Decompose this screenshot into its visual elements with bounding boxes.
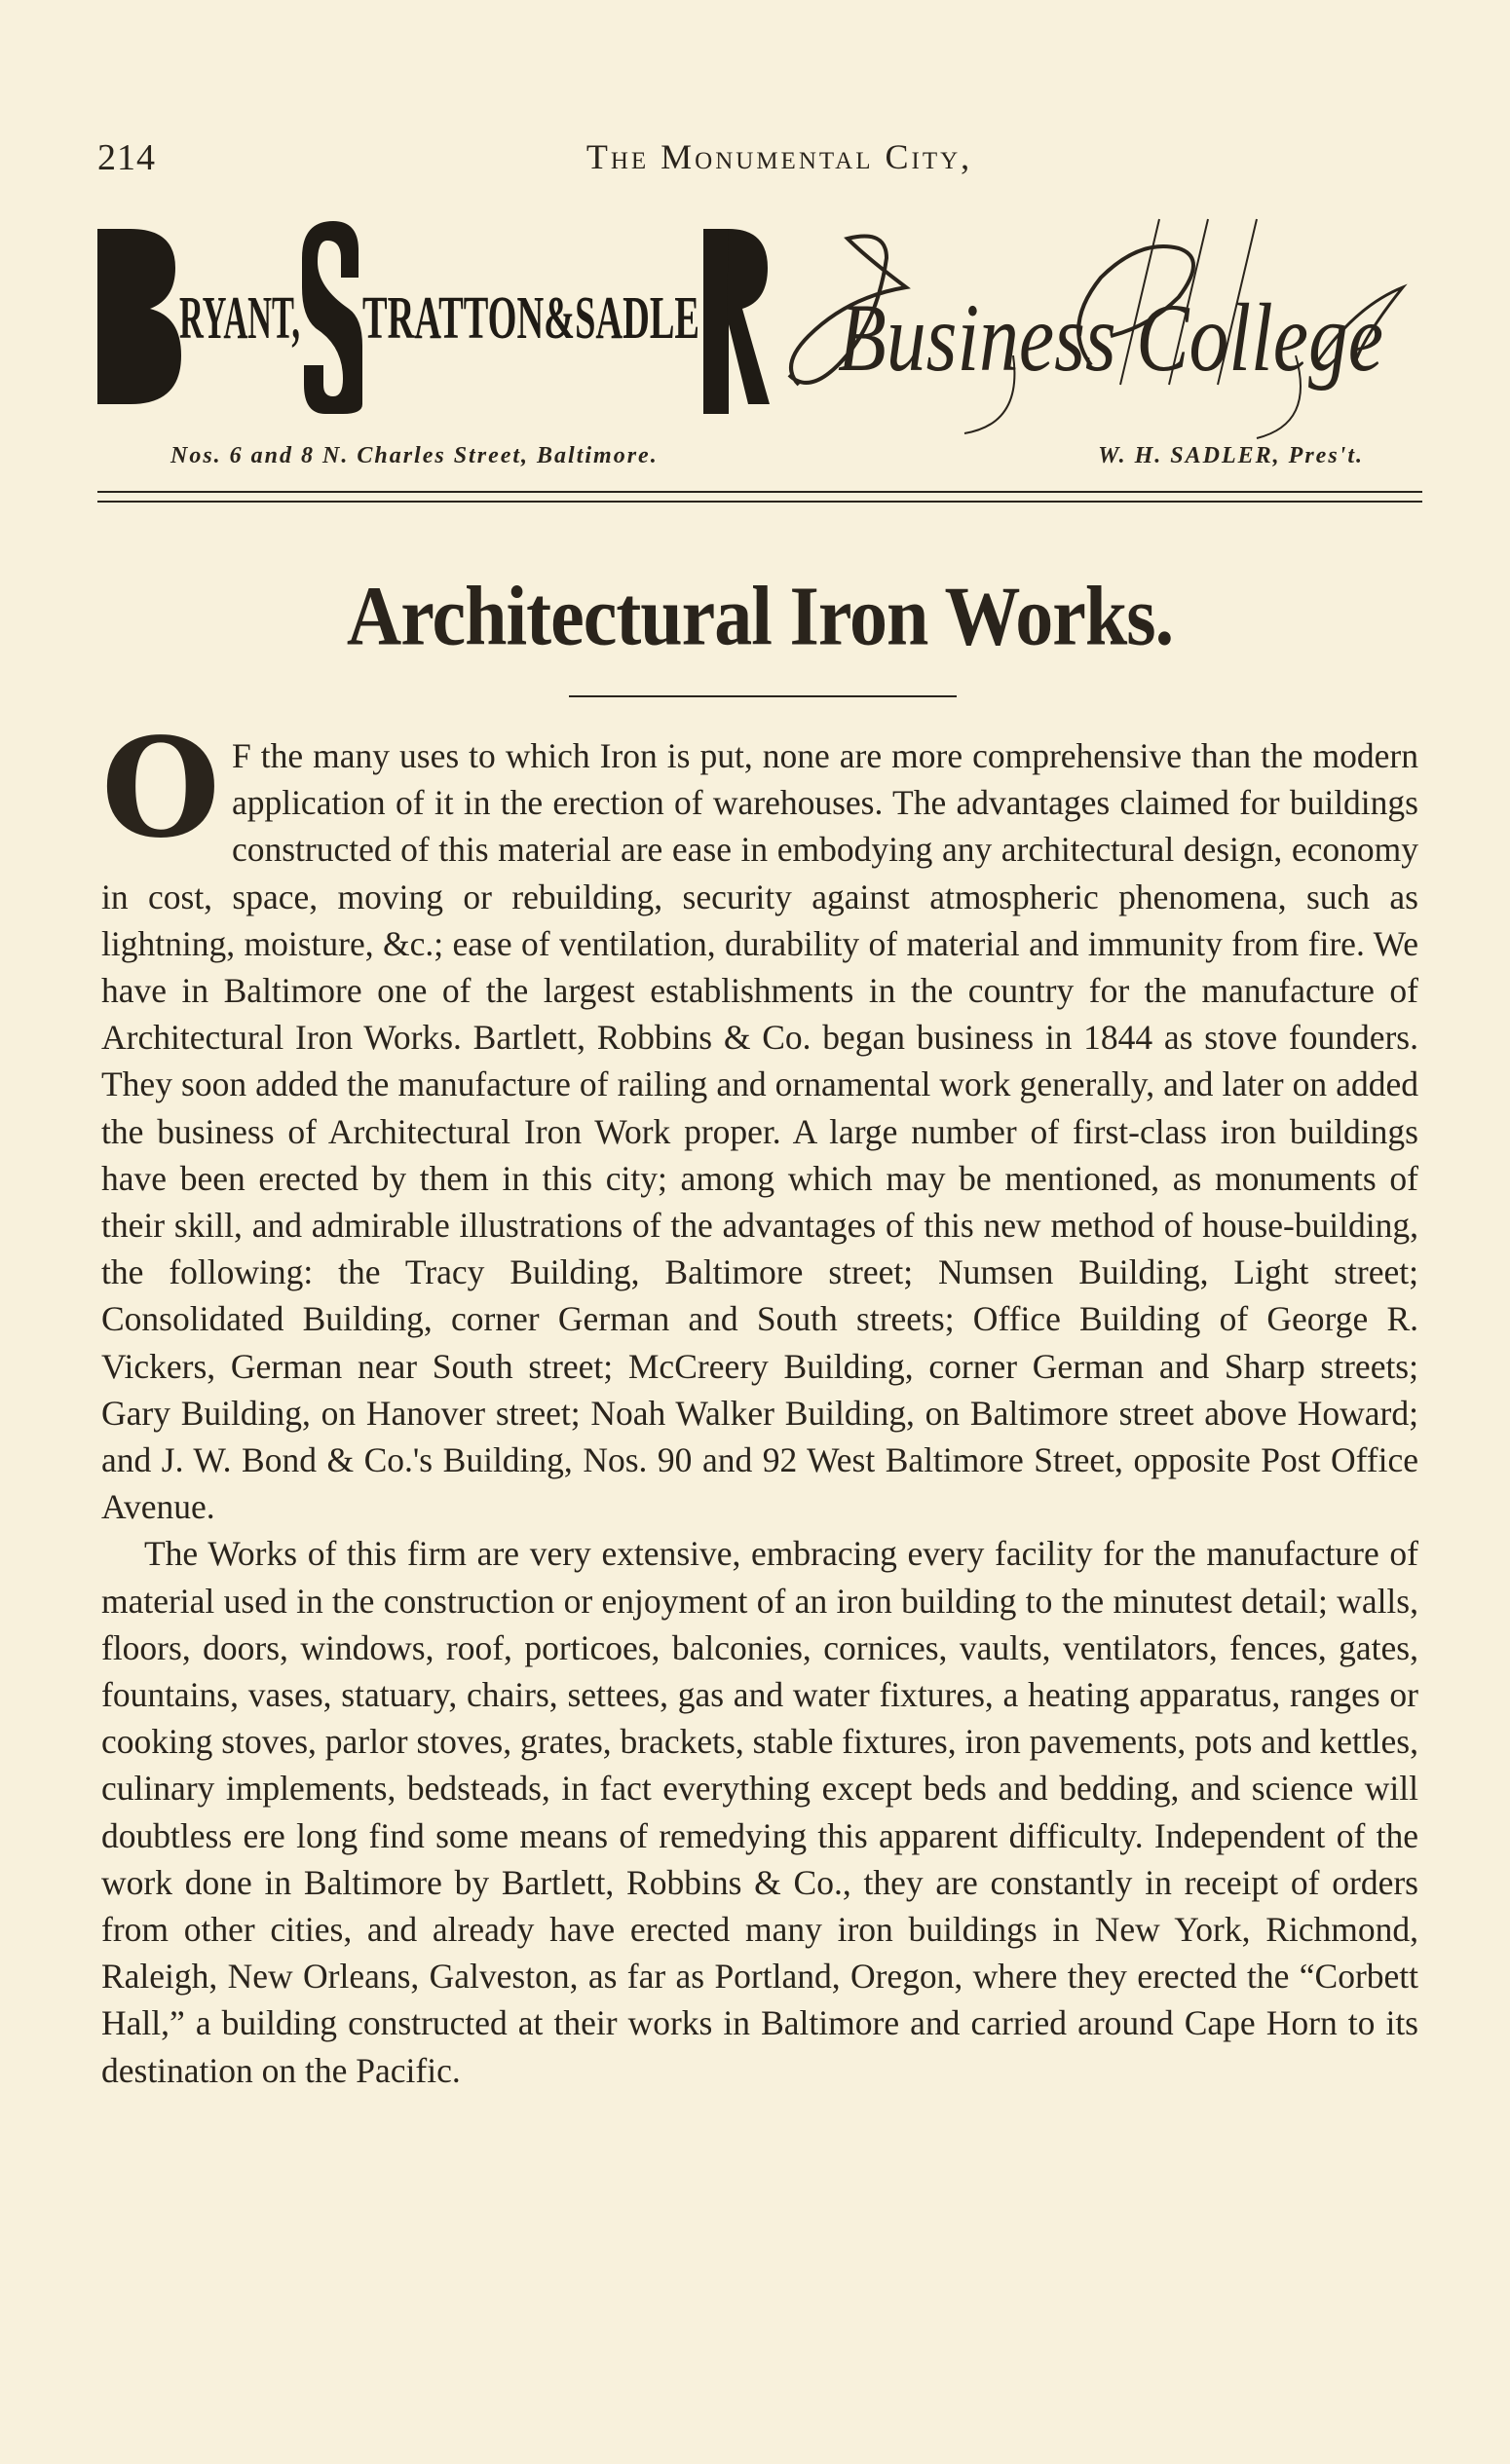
article-title: Architectural Iron Works.	[346, 568, 1174, 663]
paragraph-1	[101, 709, 1418, 1530]
article-body	[101, 709, 1418, 2094]
ad-script-text: Business College	[838, 283, 1383, 392]
ad-name-part-two: TRATTON&SADLE	[362, 285, 699, 352]
ad-initial-s	[302, 221, 362, 414]
running-head	[97, 136, 1422, 195]
ad-address: Nos. 6 and 8 N. Charles Street, Baltimore.	[170, 443, 659, 468]
ad-rule-top	[97, 491, 1422, 493]
ad-president: W. H. SADLER, Pres't.	[1098, 443, 1364, 468]
ad-initial-r-stem	[703, 229, 729, 414]
drop-cap: O	[101, 709, 220, 869]
ad-script-svg	[770, 219, 1422, 443]
ad-name-svg	[97, 219, 770, 414]
page-number: 214	[97, 137, 156, 178]
advertisement	[97, 219, 1422, 511]
running-title: The Monumental City,	[585, 137, 973, 176]
ad-initial-r-bowl	[727, 229, 770, 404]
ad-name-part-one: RYANT,	[179, 285, 300, 352]
paragraph-2: The Works of this firm are very extensive, embracing every facility for the manufacture of material used in the construction or enjoyment of an iron building to the minutest detail; walls, floors, doors, windows, roof, porticoes, balconies, cornices, vaults, ventilators, fences, gates, fountains, vases, statuary, chairs, settees, gas and water fixtures, a heating apparatus, ranges or cooking stoves, parlor stoves, grates, brackets, stable fixtures, iron pavements, pots and kettles, culinary implements, bedsteads, in fact everything except beds and bedding, and science will doubtless ere long find some means of remedying this apparent difficulty. Independent of the work done in Baltimore by Bartlett, Robbins & Co., they are constantly in receipt of orders from other cities, and already have erected many iron buildings in New York, Richmond, Raleigh, New Orleans, Galveston, as far as Portland, Oregon, where they erected the “Corbett Hall,” a building constructed at their works in Baltimore and carried around Cape Horn to its destination on the Pacific.	[101, 1534, 1418, 2090]
ad-rule-bottom	[97, 501, 1422, 503]
ad-initial-b-bowl	[131, 229, 181, 404]
ad-initial-b-stem	[97, 229, 131, 404]
paragraph-1-text: F the many uses to which Iron is put, none are more comprehensive than the modern application of it in the erection of warehouses. The advantages claimed for buildings constructed of this material are ease in embodying any architectural design, economy in cost, space, moving or rebuilding, security against atmospheric phenomena, such as lightning, moisture, &c.; ease of ventilation, durability of material and immunity from fire. We have in Baltimore one of the largest establishments in the country for the manufacture of Architectural Iron Works. Bartlett, Robbins & Co. began business in 1844 as stove founders. They soon added the manufacture of railing and ornamental work generally, and later on added the business of Architectural Iron Work proper. A large number of first-class iron buildings have been erected by them in this city; among which may be mentioned, as monuments of their skill, and admirable illustrations of the advantages of this new method of house-building, the following: the Tracy Building, Baltimore street; Numsen Building, Light street; Consolidated Building, corner German and South streets; Office Building of George R. Vickers, German near South street; McCreery Building, corner German and Sharp streets; Gary Building, on Hanover street; Noah Walker Building, on Baltimore street above Howard; and J. W. Bond & Co.'s Building, Nos. 90 and 92 West Baltimore Street, opposite Post Office Avenue.	[101, 736, 1418, 1527]
ad-name-block	[97, 219, 770, 414]
title-rule	[569, 695, 957, 697]
ad-script-block	[770, 219, 1422, 443]
